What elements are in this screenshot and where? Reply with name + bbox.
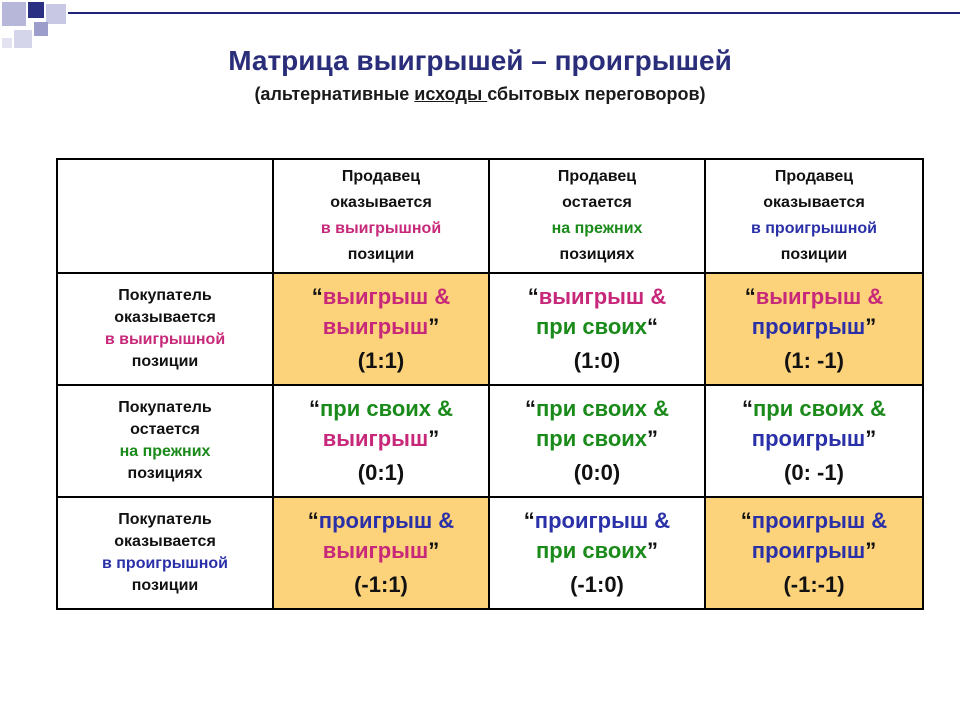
row-buyer-wins xyxy=(57,273,923,385)
cell-score: (0:0) xyxy=(573,460,621,485)
cell-same-lose: “при своих & проигрыш” (0: -1) xyxy=(705,385,923,497)
subtitle-after: сбытовых переговоров) xyxy=(487,84,706,104)
row-header-buyer-same: Покупатель остается на прежних позициях xyxy=(57,385,273,497)
row-header-buyer-wins: Покупатель оказывается в выигрышной позиции xyxy=(57,273,273,385)
subtitle-underlined: исходы xyxy=(414,84,488,104)
column-header-seller-same: Продавец остается на прежних позициях xyxy=(489,159,705,273)
cell-score: (1: -1) xyxy=(784,348,844,373)
cell-same-same: “при своих & при своих” (0:0) xyxy=(489,385,705,497)
subtitle-before: (альтернативные xyxy=(254,84,415,104)
header-row xyxy=(57,159,923,273)
cell-score: (-1:0) xyxy=(570,572,624,597)
cell-score: (0:1) xyxy=(357,460,405,485)
cell-win-same: “выигрыш & при своих“ (1:0) xyxy=(489,273,705,385)
column-header-seller-loses: Продавец оказывается в проигрышной позиции xyxy=(705,159,923,273)
cell-score: (1:0) xyxy=(573,348,621,373)
payoff-matrix-table xyxy=(56,158,924,610)
cell-lose-same: “проигрыш & при своих” (-1:0) xyxy=(489,497,705,609)
cell-lose-lose: “проигрыш & проигрыш” (-1:-1) xyxy=(705,497,923,609)
row-buyer-same xyxy=(57,385,923,497)
cell-score: (1:1) xyxy=(357,348,405,373)
cell-lose-win: “проигрыш & выигрыш” (-1:1) xyxy=(273,497,489,609)
row-buyer-loses xyxy=(57,497,923,609)
cell-score: (-1:1) xyxy=(354,572,408,597)
cell-win-win: “выигрыш & выигрыш” (1:1) xyxy=(273,273,489,385)
cell-same-win: “при своих & выигрыш” (0:1) xyxy=(273,385,489,497)
cell-win-lose: “выигрыш & проигрыш” (1: -1) xyxy=(705,273,923,385)
row-header-buyer-loses: Покупатель оказывается в проигрышной позиции xyxy=(57,497,273,609)
column-header-seller-wins: Продавец оказывается в выигрышной позиции xyxy=(273,159,489,273)
page-subtitle xyxy=(0,82,960,106)
cell-score: (-1:-1) xyxy=(783,572,845,597)
page-title: Матрица выигрышей – проигрышей xyxy=(228,45,732,76)
cell-score: (0: -1) xyxy=(784,460,844,485)
corner-cell xyxy=(57,159,273,273)
title-block xyxy=(0,44,960,106)
